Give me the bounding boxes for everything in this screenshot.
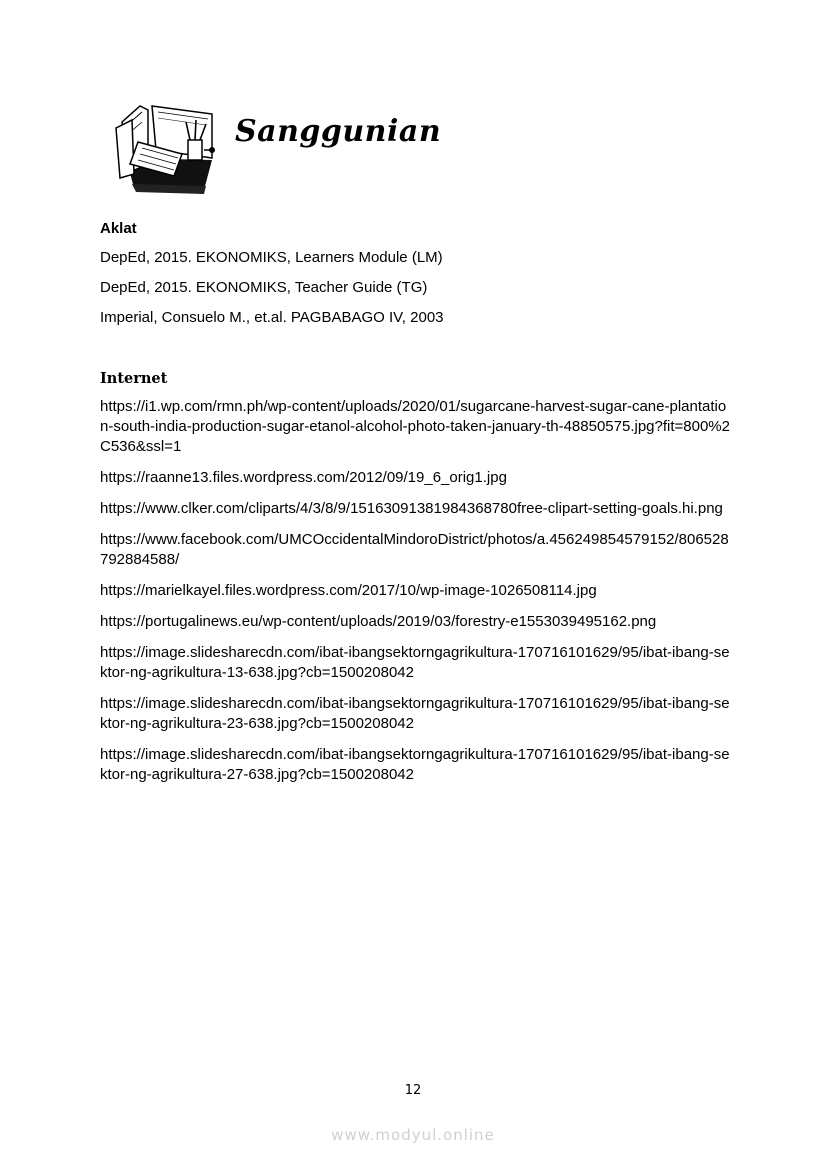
book-reference: DepEd, 2015. EKONOMIKS, Teacher Guide (TG) [100,279,428,296]
internet-reference: https://image.slidesharecdn.com/ibat-ibangsektorngagrikultura-170716101629/95/ibat-ibang-sektor-ng-agrikultura-23-638.jpg?cb=1500208042 [100,695,730,732]
book-reference: Imperial, Consuelo M., et.al. PAGBABAGO IV, 2003 [100,309,444,326]
internet-reference: https://raanne13.files.wordpress.com/2012/09/19_6_orig1.jpg [100,469,507,486]
internet-reference: https://marielkayel.files.wordpress.com/2017/10/wp-image-1026508114.jpg [100,582,597,599]
internet-reference: https://portugalinews.eu/wp-content/uploads/2019/03/forestry-e1553039495162.png [100,613,657,630]
internet-reference: https://i1.wp.com/rmn.ph/wp-content/uploads/2020/01/sugarcane-harvest-sugar-cane-plantation-south-india-production-sugar-etanol-alcohol-photo-taken-january-th-48850575.jpg?fit=800%2C536&ssl=1 [100,398,730,455]
page-number: 12 [404,1083,422,1098]
watermark: www.modyul.online [331,1126,495,1144]
book-reference: DepEd, 2015. EKONOMIKS, Learners Module (LM) [100,249,443,266]
internet-reference: https://www.clker.com/cliparts/4/3/8/9/15163091381984368780free-clipart-setting-goals.hi.png [100,500,723,517]
page-title: Sanggunian [235,114,442,149]
internet-reference: https://image.slidesharecdn.com/ibat-ibangsektorngagrikultura-170716101629/95/ibat-ibang-sektor-ng-agrikultura-13-638.jpg?cb=1500208042 [100,644,730,681]
desk-with-books-icon [112,98,216,196]
internet-reference: https://image.slidesharecdn.com/ibat-ibangsektorngagrikultura-170716101629/95/ibat-ibang-sektor-ng-agrikultura-27-638.jpg?cb=1500208042 [100,746,730,783]
internet-reference: https://www.facebook.com/UMCOccidentalMindoroDistrict/photos/a.456249854579152/806528792884588/ [100,531,729,568]
section-heading-aklat: Aklat [100,220,137,237]
references-content [100,219,730,796]
section-heading-internet: Internet [100,370,168,387]
